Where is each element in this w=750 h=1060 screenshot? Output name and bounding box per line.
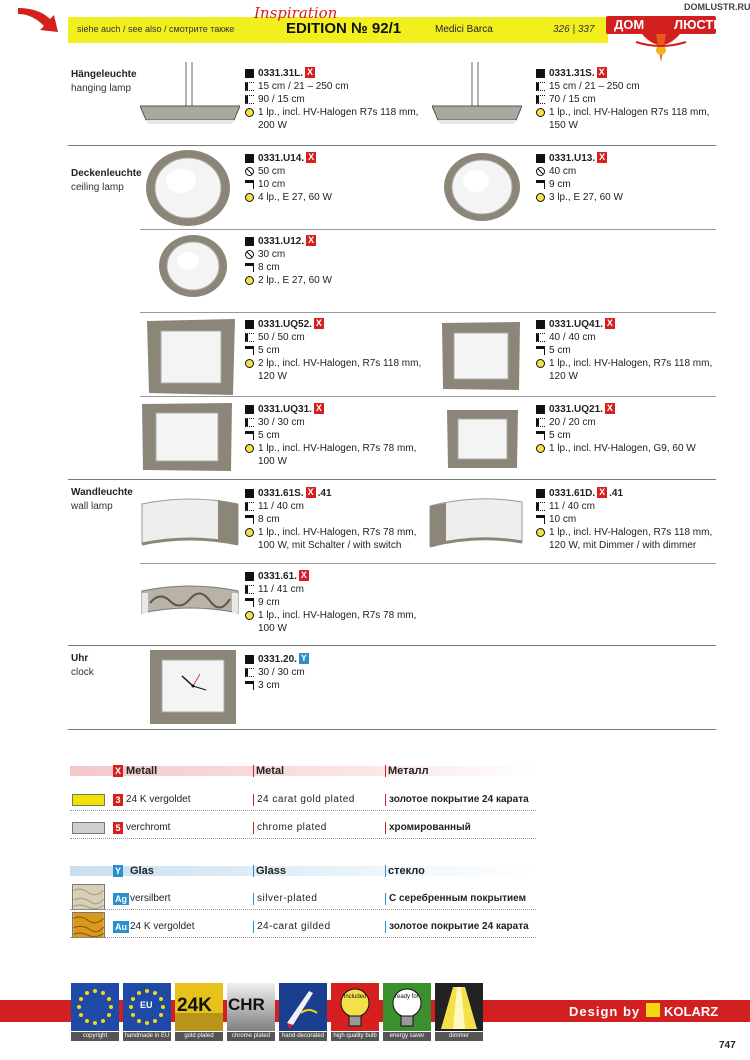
icon-caption: gold plated (175, 1032, 223, 1041)
spec-0331-61D (536, 487, 712, 552)
series-name: Medici Barca (435, 24, 493, 35)
code-square-icon (536, 489, 545, 498)
spec-lamp: 1 lp., incl. HV-Halogen, R7s 78 mm, (258, 443, 417, 454)
diameter-icon (245, 250, 254, 259)
spec-wattage: 150 W (549, 120, 578, 131)
legend-metal-ru: Металл (388, 765, 429, 777)
design-by-label: Design by (569, 1004, 641, 1019)
hanging-lamp-large-image (140, 62, 240, 124)
bulb-icon (245, 276, 254, 285)
finish-silver-en: silver-plated (257, 893, 318, 904)
spec-0331-UQ31 (245, 403, 416, 468)
dimensions-icon (245, 502, 254, 511)
code-square-icon (245, 154, 254, 163)
spec-dimensions: 50 / 50 cm (258, 332, 305, 343)
icon-caption: energy saver (383, 1032, 431, 1041)
swatch-gold-glass (72, 912, 105, 938)
ceiling-lamp-square-uq21-image (445, 408, 520, 470)
legend-separator (253, 893, 254, 905)
height-icon (536, 431, 545, 440)
metal-badge: X (315, 318, 322, 328)
spec-depth: 3 cm (258, 680, 280, 691)
kolarz-brand: KOLARZ (664, 1004, 719, 1019)
finish-code-au: Au (115, 922, 127, 932)
finish-gold-glass-ru: золотое покрытие 24 карата (389, 921, 529, 932)
bulb-icon (536, 359, 545, 368)
legend-separator (385, 921, 386, 933)
code-square-icon (245, 320, 254, 329)
spec-wattage: 200 W (258, 120, 287, 131)
category-wall-de: Wandleuchte (71, 487, 133, 498)
category-hanging-de: Hängeleuchte (71, 69, 137, 80)
height-icon (245, 346, 254, 355)
page-reference[interactable]: 326 | 337 (553, 24, 595, 35)
icon-caption: high quality bulb (331, 1032, 379, 1041)
spec-0331-31S (536, 67, 709, 132)
swatch-silver-glass (72, 884, 105, 910)
height-icon (536, 180, 545, 189)
icon-caption: dimmer (435, 1032, 483, 1041)
legend-glass-mark: Y (114, 866, 121, 876)
ceiling-lamp-round-large-image (145, 149, 231, 227)
dimensions-icon (245, 95, 254, 104)
finish-chrome-en: chrome plated (257, 822, 327, 833)
dimensions-icon (245, 333, 254, 342)
product-code[interactable]: 0331.61S. (258, 488, 304, 499)
spec-0331-U12 (245, 235, 332, 287)
bulb-icon (245, 193, 254, 202)
spec-wattage: 120 W (258, 371, 287, 382)
hand-decorated-icon (279, 983, 327, 1031)
bulb-icon (245, 444, 254, 453)
spec-0331-UQ41 (536, 318, 712, 383)
finish-code-ag: Ag (115, 894, 127, 904)
category-ceiling-en: ceiling lamp (71, 182, 124, 193)
spec-0331-UQ52 (245, 318, 421, 383)
kolarz-logo-icon (646, 1003, 660, 1017)
spec-lamp: 1 lp., incl. HV-Halogen R7s 118 mm, (258, 107, 419, 118)
clock-image (148, 648, 238, 726)
bulb-icon (245, 359, 254, 368)
legend-separator (385, 822, 386, 834)
spec-wattage: 100 W, mit Schalter / with switch (258, 540, 402, 551)
metal-badge: X (599, 152, 606, 162)
category-wall-en: wall lamp (71, 501, 113, 512)
finish-suffix: .41 (317, 488, 332, 499)
row-divider (140, 312, 716, 313)
product-code[interactable]: 0331.U14. (258, 153, 305, 164)
spec-height: 5 cm (258, 345, 280, 356)
legend-separator (385, 865, 386, 877)
category-clock-de: Uhr (71, 653, 89, 664)
row-divider (68, 729, 716, 730)
product-code[interactable]: 0331.UQ31. (258, 404, 312, 415)
diameter-icon (536, 167, 545, 176)
spec-lamp: 1 lp., incl. HV-Halogen, R7s 118 mm, (549, 527, 713, 538)
legend-separator (385, 765, 386, 777)
code-square-icon (245, 489, 254, 498)
legend-dotted-line (70, 909, 536, 910)
bulb-included-label: included (344, 994, 367, 1000)
code-square-icon (245, 237, 254, 246)
legend-separator (253, 822, 254, 834)
legend-metal-de: Metall (126, 765, 158, 777)
projection-icon (245, 515, 254, 524)
spec-dimensions: 40 / 40 cm (549, 332, 596, 343)
see-also-link[interactable]: siehe auch / see also / смотрите также (77, 24, 235, 34)
spec-dimensions: 30 / 30 cm (258, 667, 305, 678)
ceiling-lamp-round-medium-image (443, 152, 521, 222)
spec-dimensions: 11 / 40 cm (258, 501, 304, 512)
bulb-icon (536, 444, 545, 453)
bulb-icon (245, 528, 254, 537)
projection-icon (245, 598, 254, 607)
icon-caption: chrome plated (227, 1032, 275, 1041)
product-code[interactable]: 0331.31L. (258, 68, 304, 79)
icon-caption: copyright (71, 1032, 119, 1041)
metal-badge: X (300, 570, 307, 580)
product-code[interactable]: 0331.UQ21. (549, 404, 603, 415)
spec-wattage: 120 W (549, 371, 578, 382)
legend-dotted-line (70, 838, 536, 839)
logo-word-lustr: ЛЮСТР (674, 17, 723, 32)
wall-lamp-61D-image (428, 492, 524, 550)
dimensions-icon (536, 418, 545, 427)
spec-height: 5 cm (258, 430, 280, 441)
spec-lamp: 1 lp., incl. HV-Halogen, R7s 118 mm, (549, 358, 713, 369)
code-square-icon (536, 154, 545, 163)
legend-glass-ru: стекло (388, 865, 425, 877)
finish-code-3: 3 (113, 794, 123, 806)
spec-height: 8 cm (258, 262, 280, 273)
bulb-included-icon (331, 983, 379, 1031)
spec-0331-61 (245, 570, 416, 635)
wall-lamp-61-image (140, 583, 240, 621)
swatch-chrome (72, 822, 105, 834)
metal-badge: X (315, 403, 322, 413)
depth-icon (245, 681, 254, 690)
legend-separator (253, 921, 254, 933)
bulb-icon (245, 611, 254, 620)
spec-0331-UQ21 (536, 403, 696, 455)
spec-dimensions: 70 / 15 cm (549, 94, 596, 105)
dimensions-icon (245, 668, 254, 677)
finish-gold-de: 24 K vergoldet (126, 794, 191, 805)
spec-lamp: 1 lp., incl. HV-Halogen, R7s 78 mm, (258, 610, 417, 621)
spec-height: 10 cm (258, 179, 286, 190)
row-divider (68, 145, 716, 146)
metal-badge: X (307, 67, 314, 77)
metal-badge: X (606, 318, 613, 328)
category-hanging-en: hanging lamp (71, 83, 132, 94)
finish-code-5: 5 (113, 822, 123, 834)
spec-diameter: 40 cm (549, 166, 577, 177)
dimensions-icon (245, 585, 254, 594)
spec-lamp: 2 lp., incl. HV-Halogen, R7s 118 mm, (258, 358, 422, 369)
row-divider (68, 645, 716, 646)
height-icon (536, 346, 545, 355)
product-code[interactable]: 0331.31S. (549, 68, 595, 79)
product-code[interactable]: 0331.UQ41. (549, 319, 603, 330)
code-square-icon (245, 69, 254, 78)
dimensions-icon (536, 502, 545, 511)
legend-metal-mark: X (114, 766, 121, 776)
product-code[interactable]: 0331.U12. (258, 236, 305, 247)
icon-caption: handmade in EU (124, 1033, 170, 1039)
code-square-icon (245, 572, 254, 581)
dimensions-icon (536, 333, 545, 342)
swatch-gold (72, 794, 105, 806)
spec-lamp: 1 lp., incl. HV-Halogen, R7s 78 mm, (258, 527, 417, 538)
spec-0331-20 (245, 653, 309, 692)
code-square-icon (245, 655, 254, 664)
row-divider (140, 396, 716, 397)
code-square-icon (536, 320, 545, 329)
metal-badge: X (308, 152, 315, 162)
finish-chrome-ru: хромированный (389, 822, 471, 833)
spec-dimensions: 20 / 20 cm (549, 417, 596, 428)
legend-dotted-line (70, 810, 536, 811)
spec-0331-61S (245, 487, 416, 552)
legend-metal-en: Metal (256, 765, 285, 777)
bulb-ready-icon (383, 983, 431, 1031)
category-ceiling-de: Deckenleuchte (71, 168, 142, 179)
diameter-icon (245, 167, 254, 176)
legend-glass-de: Glas (130, 865, 154, 877)
spec-diameter: 30 cm (258, 249, 286, 260)
ceiling-lamp-square-uq41-image (440, 320, 522, 392)
dimensions-icon (536, 95, 545, 104)
spec-dimensions: 11 / 41 cm (258, 584, 304, 595)
bulb-icon (245, 108, 254, 117)
dimensions-icon (245, 418, 254, 427)
logo-word-dom: ДОМ (614, 17, 645, 32)
metal-badge: X (599, 487, 606, 497)
code-square-icon (536, 405, 545, 414)
ceiling-lamp-square-uq31-image (140, 401, 234, 473)
height-icon (245, 263, 254, 272)
product-code[interactable]: 0331.U13. (549, 153, 596, 164)
chrome-chr-label: CHR (228, 995, 265, 1014)
logo-url: DOMLUSTR.RU (684, 2, 750, 12)
bulb-icon (536, 528, 545, 537)
spec-height: 5 cm (549, 345, 571, 356)
product-code[interactable]: 0331.UQ52. (258, 319, 312, 330)
dimmer-icon (435, 983, 483, 1031)
spec-projection: 9 cm (258, 597, 280, 608)
glass-badge: Y (300, 653, 307, 663)
finish-gold-glass-de: 24 K vergoldet (130, 921, 195, 932)
spec-projection: 10 cm (549, 514, 577, 525)
row-divider (140, 563, 716, 564)
legend-separator (253, 765, 254, 777)
spec-lamp: 1 lp., incl. HV-Halogen R7s 118 mm, (549, 107, 710, 118)
ceiling-lamp-square-uq52-image (145, 317, 237, 397)
finish-suffix: .41 (609, 488, 624, 499)
legend-separator (253, 865, 254, 877)
height-icon (245, 431, 254, 440)
spec-0331-31L (245, 67, 418, 132)
bulb-icon (536, 193, 545, 202)
spec-height: 9 cm (549, 179, 571, 190)
legend-glass-en: Glass (256, 865, 286, 877)
metal-badge: X (308, 235, 315, 245)
spec-lamp: 2 lp., E 27, 60 W (258, 275, 332, 286)
spec-lamp: 1 lp., incl. HV-Halogen, G9, 60 W (549, 443, 696, 454)
spec-dimensions: 90 / 15 cm (258, 94, 305, 105)
product-code[interactable]: 0331.61. (258, 571, 297, 582)
category-clock-en: clock (71, 667, 94, 678)
code-square-icon (245, 405, 254, 414)
bulb-ready-label: ready for (395, 994, 419, 1000)
wall-lamp-61S-image (140, 492, 240, 552)
spec-projection: 8 cm (258, 514, 280, 525)
spec-height: 15 cm / 21 – 250 cm (258, 81, 349, 92)
spec-lamp: 4 lp., E 27, 60 W (258, 192, 332, 203)
spec-wattage: 100 W (258, 623, 287, 634)
code-square-icon (536, 69, 545, 78)
gold-24k-label: 24K (177, 995, 212, 1016)
hanging-lamp-small-image (432, 62, 522, 124)
spec-wattage: 120 W, mit Dimmer / with dimmer (549, 540, 697, 551)
finish-gold-glass-en: 24-carat gilded (257, 921, 331, 932)
finish-silver-de: versilbert (130, 893, 171, 904)
spec-diameter: 50 cm (258, 166, 286, 177)
legend-separator (385, 794, 386, 806)
height-icon (245, 82, 254, 91)
metal-badge: X (606, 403, 613, 413)
legend-separator (385, 893, 386, 905)
metal-badge: X (307, 487, 314, 497)
metal-badge: X (598, 67, 605, 77)
row-divider (68, 479, 716, 480)
icon-caption: hand-decorated (279, 1032, 327, 1041)
finish-silver-ru: С серебренным покрытием (389, 893, 526, 904)
edition-title: EDITION № 92/1 (286, 20, 402, 37)
height-icon (245, 180, 254, 189)
finish-chrome-de: verchromt (126, 822, 171, 833)
eu-label: EU (140, 1000, 153, 1010)
spec-dimensions: 11 / 40 cm (549, 501, 595, 512)
inspiration-script: Inspiration (254, 4, 338, 22)
projection-icon (536, 515, 545, 524)
row-divider (140, 229, 716, 230)
bulb-icon (536, 108, 545, 117)
product-code[interactable]: 0331.61D. (549, 488, 596, 499)
eu-copyright-icon (71, 983, 119, 1031)
product-code[interactable]: 0331.20. (258, 654, 297, 665)
spec-height: 15 cm / 21 – 250 cm (549, 81, 640, 92)
legend-dotted-line (70, 937, 536, 938)
domlustr-logo (606, 6, 716, 62)
red-arrow-icon (14, 6, 66, 46)
page-number: 747 (719, 1040, 736, 1051)
spec-0331-U14 (245, 152, 332, 204)
height-icon (536, 82, 545, 91)
spec-wattage: 100 W (258, 456, 287, 467)
spec-height: 5 cm (549, 430, 571, 441)
finish-gold-en: 24 carat gold plated (257, 794, 355, 805)
spec-dimensions: 30 / 30 cm (258, 417, 305, 428)
ceiling-lamp-round-small-image (158, 234, 228, 298)
spec-lamp: 3 lp., E 27, 60 W (549, 192, 623, 203)
finish-gold-ru: золотое покрытие 24 карата (389, 794, 529, 805)
legend-separator (253, 794, 254, 806)
spec-0331-U13 (536, 152, 623, 204)
